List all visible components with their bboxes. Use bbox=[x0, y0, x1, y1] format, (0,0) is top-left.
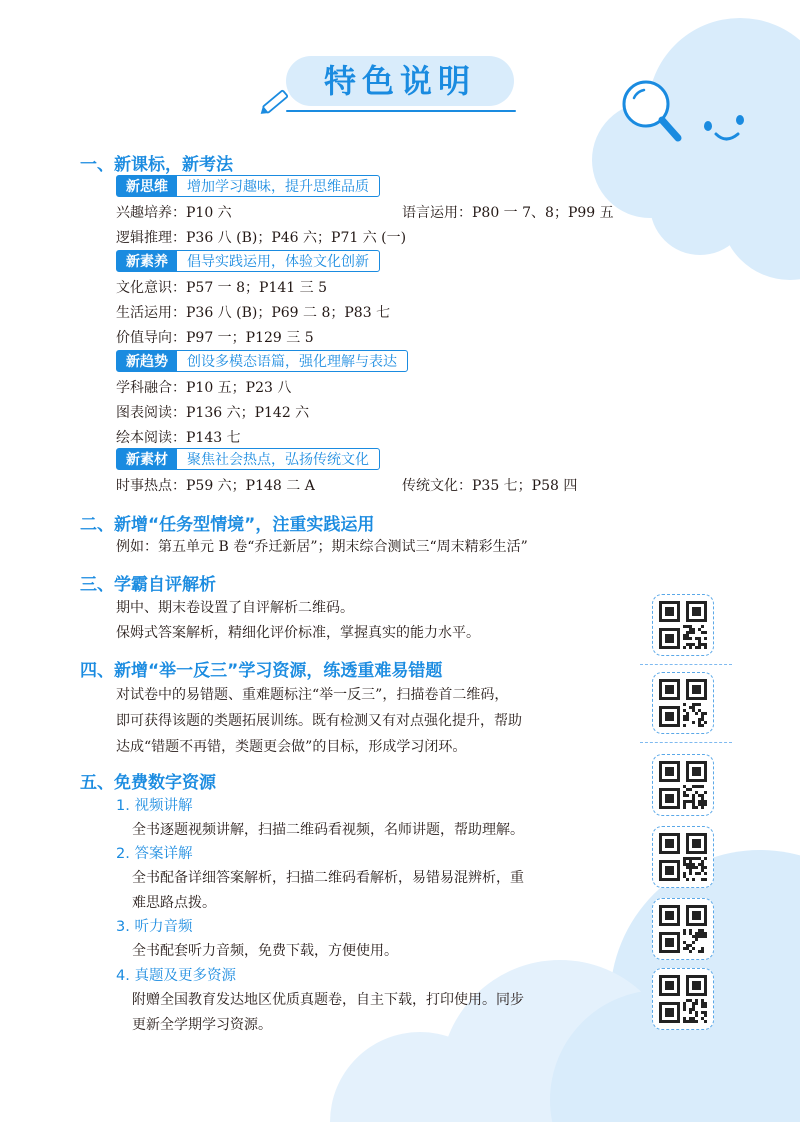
text-line: 例如：第五单元 B 卷“乔迁新居”；期末综合测试三“周末精彩生活” bbox=[116, 539, 528, 555]
tag-new-trend bbox=[116, 350, 408, 372]
page-title: 特色说明 bbox=[323, 62, 476, 100]
tag-label: 新素养 bbox=[117, 251, 177, 271]
text-line: 更新全学期学习资源。 bbox=[132, 1017, 272, 1033]
text-line: 价值导向：P97 一；P129 三 5 bbox=[116, 330, 314, 346]
section-4-title: 四、新增“举一反三”学习资源，练透重难易错题 bbox=[80, 661, 443, 681]
divider bbox=[640, 664, 732, 665]
text-line: 保姆式答案解析，精细化评价标准，掌握真实的能力水平。 bbox=[116, 625, 480, 641]
tag-text: 增加学习趣味，提升思维品质 bbox=[187, 179, 369, 195]
qr-code-icon[interactable] bbox=[652, 754, 714, 816]
text-line: 达成“错题不再错，类题更会做”的目标，形成学习闭环。 bbox=[116, 739, 467, 755]
qr-code-icon[interactable] bbox=[652, 594, 714, 656]
tag-new-material bbox=[116, 448, 380, 470]
text-line: 生活运用：P36 八 (B)；P69 二 8；P83 七 bbox=[116, 305, 391, 321]
text-line: 学科融合：P10 五；P23 八 bbox=[116, 380, 292, 396]
text-line: 期中、期末卷设置了自评解析二维码。 bbox=[116, 600, 354, 616]
tag-label: 新思维 bbox=[117, 176, 177, 196]
text-line: 图表阅读：P136 六；P142 六 bbox=[116, 405, 310, 421]
tag-text: 创设多模态语篇，强化理解与表达 bbox=[187, 354, 397, 370]
text-line: 传统文化：P35 七；P58 四 bbox=[402, 478, 578, 494]
divider bbox=[640, 742, 732, 743]
text-line: 全书配套听力音频，免费下载，方便使用。 bbox=[132, 943, 398, 959]
tag-label: 新素材 bbox=[117, 449, 177, 469]
qr-code-icon[interactable] bbox=[652, 826, 714, 888]
text-line: 全书配备详细答案解析，扫描二维码看解析，易错易混辨析，重 bbox=[132, 870, 524, 886]
text-line: 难思路点拨。 bbox=[132, 895, 216, 911]
subheading: 2. 答案详解 bbox=[116, 846, 193, 862]
qr-code-icon[interactable] bbox=[652, 672, 714, 734]
text-line: 绘本阅读：P143 七 bbox=[116, 430, 241, 446]
text-line: 文化意识：P57 一 8；P141 三 5 bbox=[116, 280, 327, 296]
tag-new-thinking bbox=[116, 175, 380, 197]
tag-new-literacy bbox=[116, 250, 380, 272]
tag-text: 聚焦社会热点，弘扬传统文化 bbox=[187, 452, 369, 468]
text-line: 即可获得该题的类题拓展训练。既有检测又有对点强化提升，帮助 bbox=[116, 713, 522, 729]
text-line: 兴趣培养：P10 六 bbox=[116, 205, 232, 221]
text-line: 语言运用：P80 一 7、8；P99 五 bbox=[402, 205, 614, 221]
text-line: 附赠全国教育发达地区优质真题卷，自主下载，打印使用。同步 bbox=[132, 992, 524, 1008]
section-1-title: 一、新课标，新考法 bbox=[80, 155, 233, 175]
subheading: 3. 听力音频 bbox=[116, 919, 193, 935]
qr-code-icon[interactable] bbox=[652, 968, 714, 1030]
section-3-title: 三、学霸自评解析 bbox=[80, 575, 216, 595]
title-banner bbox=[286, 56, 514, 106]
subheading: 1. 视频讲解 bbox=[116, 798, 193, 814]
text-line: 对试卷中的易错题、重难题标注“举一反三”，扫描卷首二维码， bbox=[116, 687, 509, 703]
text-line: 逻辑推理：P36 八 (B)；P46 六；P71 六 (一) bbox=[116, 230, 407, 246]
qr-code-icon[interactable] bbox=[652, 898, 714, 960]
tag-text: 倡导实践运用，体验文化创新 bbox=[187, 254, 369, 270]
section-5-title: 五、免费数字资源 bbox=[80, 773, 216, 793]
magnifier-icon bbox=[612, 72, 692, 152]
smiley-icon bbox=[696, 108, 756, 148]
section-2-title: 二、新增“任务型情境”，注重实践运用 bbox=[80, 515, 375, 535]
text-line: 时事热点：P59 六；P148 二 A bbox=[116, 478, 315, 494]
text-line: 全书逐题视频讲解，扫描二维码看视频，名师讲题，帮助理解。 bbox=[132, 822, 524, 838]
title-underline bbox=[286, 110, 516, 112]
subheading: 4. 真题及更多资源 bbox=[116, 968, 236, 984]
tag-label: 新趋势 bbox=[117, 351, 177, 371]
